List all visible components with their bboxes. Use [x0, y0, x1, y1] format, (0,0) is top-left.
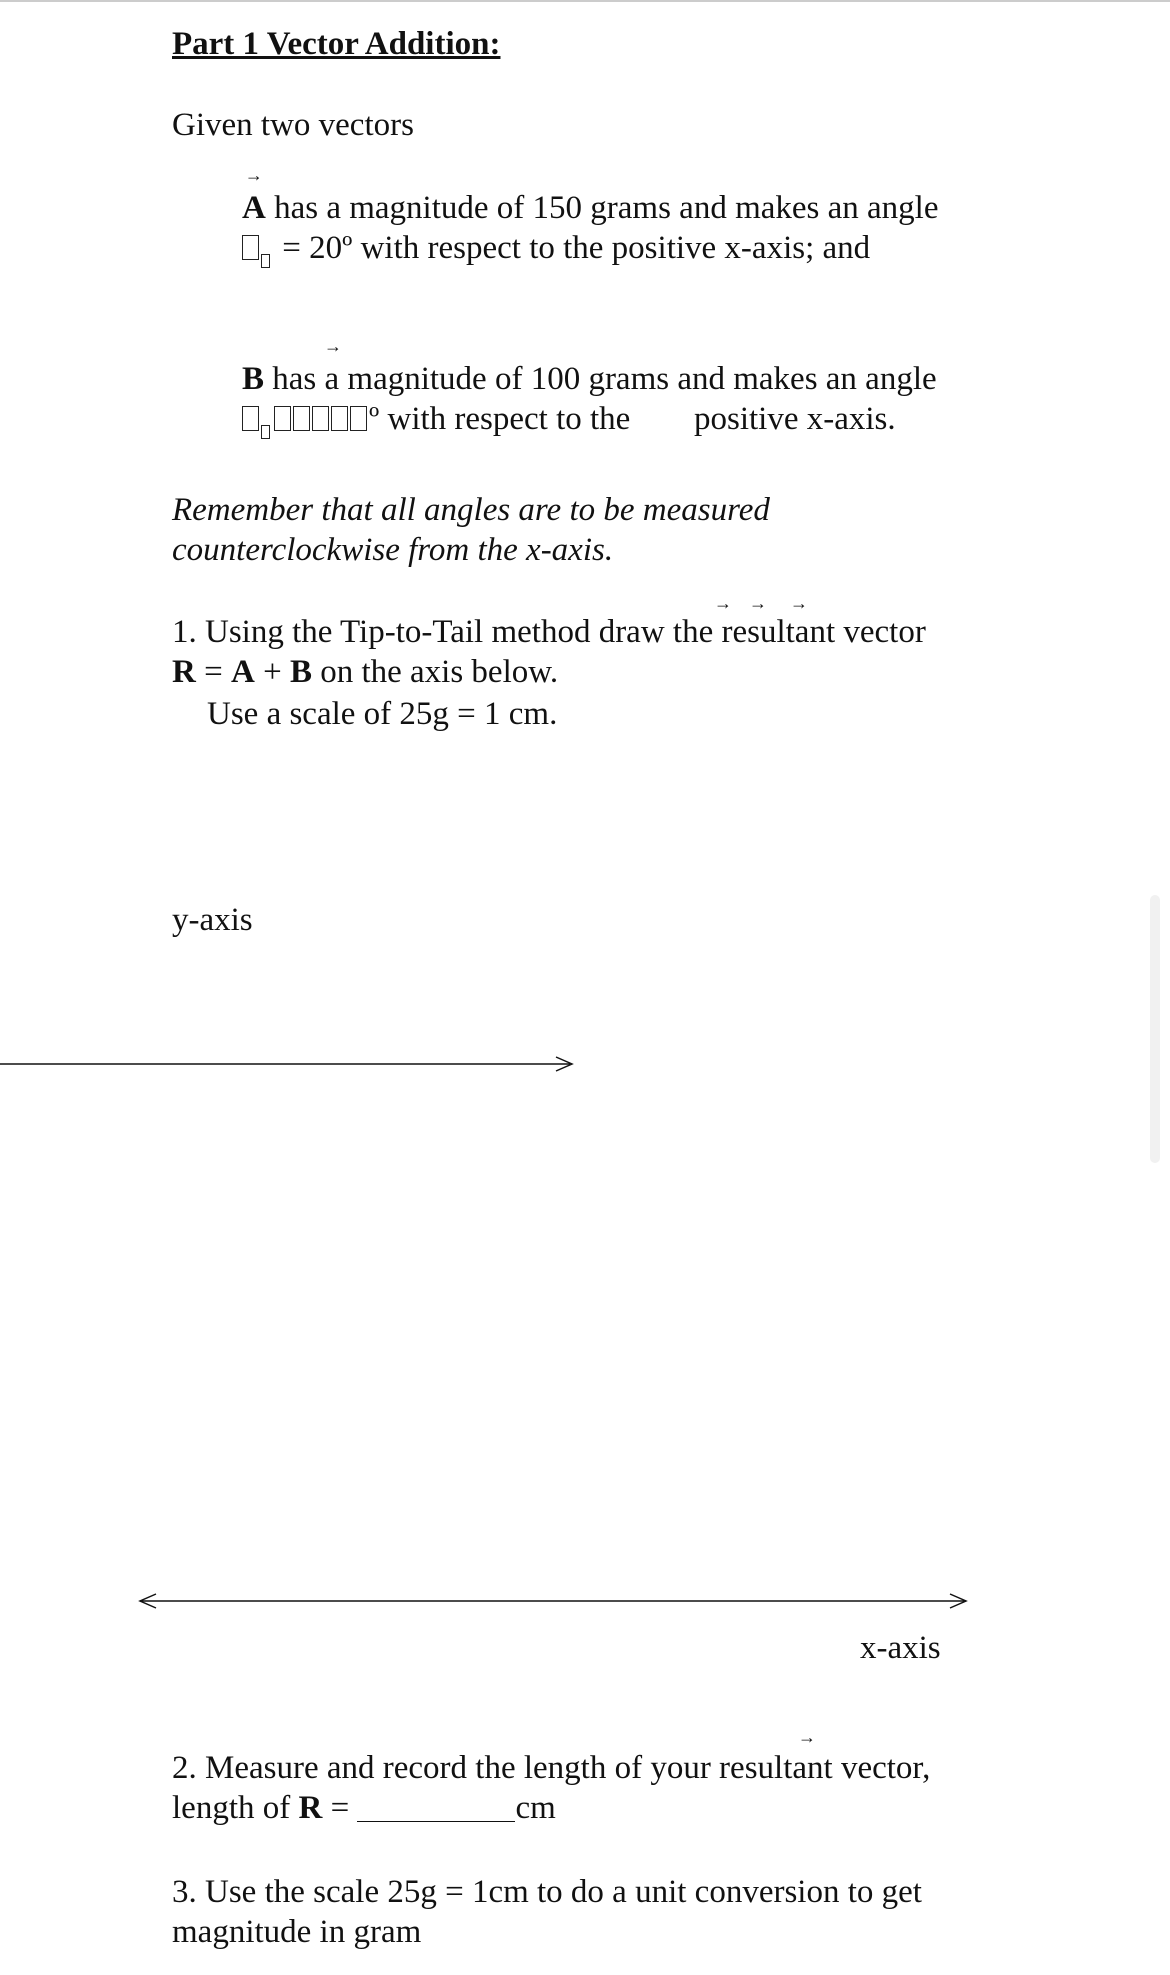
vector-arrow-icon: → — [798, 1727, 816, 1747]
step3-line1: 3. Use the scale 25g = 1cm to do a unit conversion to get — [172, 1874, 922, 1910]
scrollbar[interactable] — [1150, 895, 1160, 1163]
y-axis-line — [0, 1057, 572, 1071]
y-axis-label: y-axis — [172, 902, 253, 938]
step1-line1: 1. Using the Tip-to-Tail method draw the resultant vector — [172, 614, 926, 650]
step1-line3: Use a scale of 25g = 1 cm. — [207, 696, 558, 732]
reminder-line2: counterclockwise from the x-axis. — [172, 532, 614, 568]
x-axis-line — [140, 1594, 966, 1608]
vector-arrow-icon: → — [324, 336, 342, 356]
vector-arrow-icon: → — [790, 593, 808, 613]
step2-line2: length of R = cm — [172, 1790, 556, 1826]
vector-b-line2-tail: positive x-axis. — [694, 401, 896, 437]
vector-b-line2: º with respect to the — [242, 399, 630, 439]
vector-b-symbol: → B — [242, 359, 264, 399]
intro-text: Given two vectors — [172, 107, 414, 143]
vector-b-line1: → B has a magnitude of 100 grams and makes an angle — [242, 336, 937, 397]
vector-a-line2: = 20º with respect to the positive x-axis; and — [242, 228, 870, 268]
x-axis-label: x-axis — [860, 1630, 941, 1666]
vector-arrow-icon: → — [714, 593, 732, 613]
step3-line2: magnitude in gram — [172, 1914, 422, 1950]
step2-line1: 2. Measure and record the length of your resultant vector, — [172, 1750, 931, 1786]
vector-arrow-icon: → — [749, 593, 767, 613]
page-title: Part 1 Vector Addition: — [172, 26, 501, 62]
vector-a-line1: → A has a magnitude of 150 grams and makes an angle — [242, 165, 939, 226]
length-answer-blank[interactable] — [357, 1791, 515, 1822]
step1-line2: R = A + B on the axis below. — [172, 654, 559, 690]
vector-arrow-icon: → — [244, 165, 263, 185]
reminder-line1: Remember that all angles are to be measured — [172, 492, 770, 528]
vector-a-symbol: → A — [242, 165, 266, 226]
